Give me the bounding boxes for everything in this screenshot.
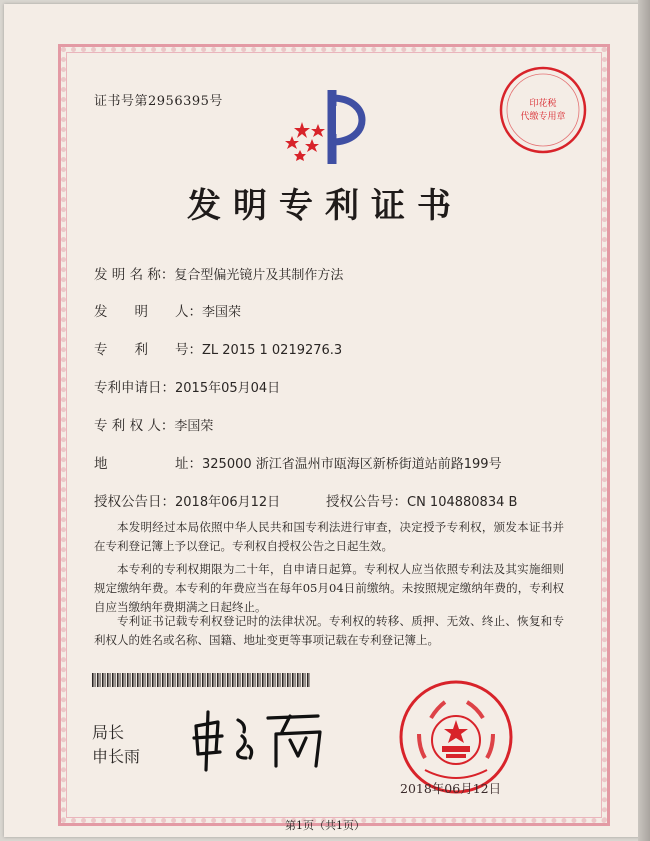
document-title: 发明专利证书 [187, 186, 463, 226]
field-label: 发 明 人： [94, 304, 202, 320]
paragraph-term: 本专利的专利权期限为二十年，自申请日起算。专利权人应当依照专利法及其实施细则规定缴纳年费。本专利的年费应当在每年05月04日前缴纳。未按照规定缴纳年费的，专利权自应当缴纳年费期满之日起终止。 [94, 562, 564, 614]
field-invention-name [94, 263, 343, 283]
field-value: 2015年05月04日 [175, 381, 281, 396]
field-value: 复合型偏光镜片及其制作方法 [174, 268, 344, 283]
field-label: 授权公告日： [94, 494, 175, 510]
field-label: 专利申请日： [94, 380, 175, 396]
paragraph-legal-status: 专利证书记载专利权登记时的法律状况。专利权的转移、质押、无效、终止、恢复和专利权人的姓名或名称、国籍、地址变更等事项记载在专利登记簿上。 [94, 614, 564, 647]
paragraph-grant: 本发明经过本局依照中华人民共和国专利法进行审查，决定授予专利权，颁发本证书并在专利登记簿上予以登记。专利权自授权公告之日起生效。 [94, 520, 564, 553]
field-grant-date [94, 490, 280, 510]
director-name: 申长雨 [92, 747, 141, 766]
field-value: 2018年06月12日 [175, 495, 281, 510]
svg-text:代缴专用章: 代缴专用章 [520, 112, 566, 122]
patent-office-emblem-icon [272, 84, 382, 168]
director-signature [186, 706, 336, 776]
field-grant-number [326, 490, 517, 510]
page-info: 第1页（共1页） [285, 819, 365, 832]
field-label: 授权公告号： [326, 494, 407, 510]
field-value: CN 104880834 B [407, 495, 518, 510]
field-value: ZL 2015 1 0219276.3 [202, 343, 343, 358]
field-address [94, 452, 502, 472]
field-value: 325000 浙江省温州市瓯海区新桥街道站前路199号 [202, 457, 502, 472]
field-label: 地 址： [94, 456, 202, 472]
field-label: 发 明 名 称： [94, 267, 175, 283]
agency-seal [497, 64, 589, 156]
scan-edge [638, 0, 650, 841]
director-title: 局长 [92, 723, 125, 742]
seal-date: 2018年06月12日 [400, 781, 502, 796]
field-patentee [94, 414, 213, 434]
field-value: 李国荣 [202, 305, 242, 320]
certificate-number: 证书号第2956395号 [94, 94, 223, 109]
barcode [92, 673, 310, 687]
field-label: 专 利 权 人： [94, 418, 175, 434]
field-inventor [94, 300, 241, 320]
field-value: 李国荣 [174, 419, 214, 434]
field-label: 专 利 号： [94, 342, 202, 358]
field-patent-number [94, 338, 342, 358]
svg-text:印花税: 印花税 [529, 99, 557, 109]
field-filing-date [94, 376, 280, 396]
